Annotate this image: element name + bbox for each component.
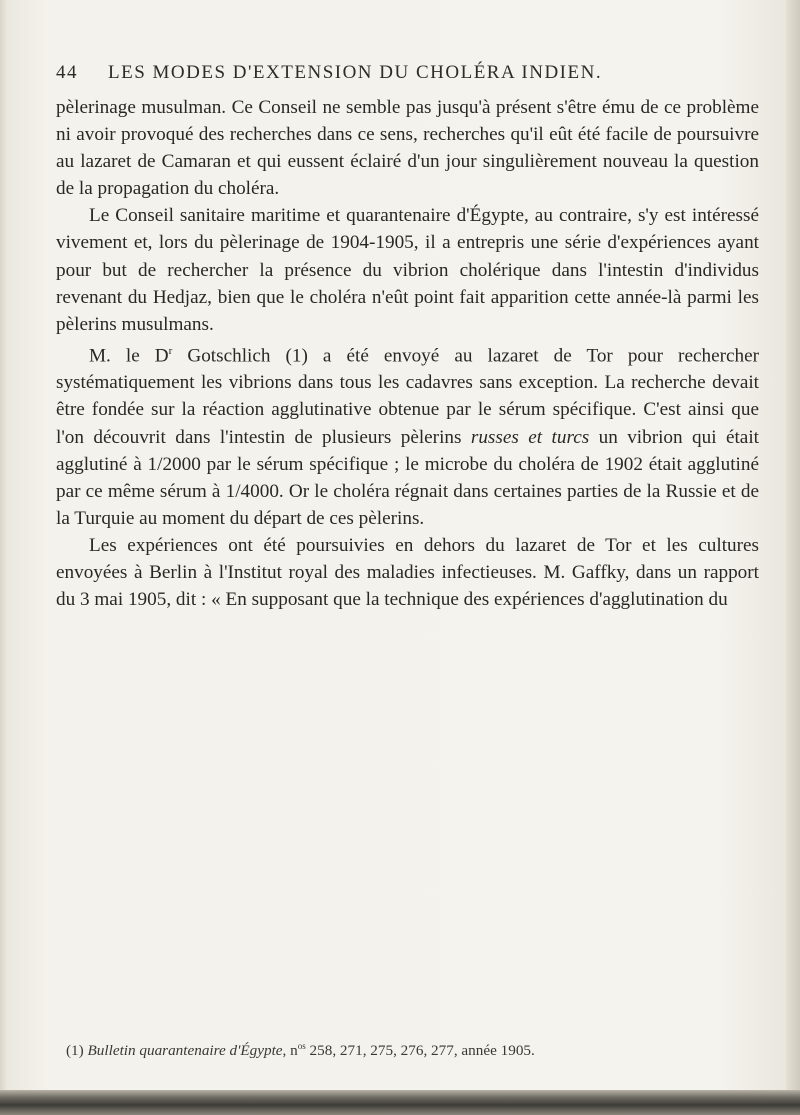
footnote-rest-b: 258, 271, 275, 276, 277, année 1905. bbox=[305, 1042, 535, 1060]
paragraph-3 bbox=[56, 338, 759, 532]
footnote-rest-a: , n bbox=[282, 1042, 298, 1060]
footnote-marker: (1) bbox=[66, 1042, 88, 1060]
footnote-italic: Bulletin quarantenaire d'Égypte bbox=[87, 1042, 283, 1060]
page-number: 44 bbox=[56, 62, 78, 83]
scan-bottom-edge bbox=[0, 1090, 800, 1115]
doctor-abbrev-sup: r bbox=[168, 344, 173, 357]
footnote-sup: os bbox=[297, 1041, 306, 1051]
paragraph-3-part-c: un vibrion qui était agglutiné à 1/2000 par le sérum spécifique ; le microbe du choléra de 1902 était agglutiné par ce même sérum à 1/4000. Or le choléra régnait dans certaines parties de la Russie et de la Turquie au moment du départ de ces pèlerins. bbox=[56, 426, 759, 529]
page-right-edge bbox=[786, 0, 800, 1115]
page-left-edge bbox=[0, 0, 8, 1115]
paragraph-2: Le Conseil sanitaire maritime et quarantenaire d'Égypte, au contraire, s'y est intéressé vivement et, lors du pèlerinage de 1904-1905, il a entrepris une série d'expériences ayant pour but de rechercher la présence du vibrion cholérique dans l'intestin d'individus revenant du Hedjaz, bien que le choléra n'eût point fait apparition cette année-là parmi les pèlerins musulmans. bbox=[56, 205, 759, 335]
running-header bbox=[56, 62, 756, 88]
paragraph-3-italic: russes et turcs bbox=[470, 426, 590, 448]
footnote-1 bbox=[56, 1036, 759, 1061]
footnotes bbox=[56, 1036, 759, 1061]
paragraph-3-part-a: M. le D bbox=[89, 345, 169, 367]
paragraph-4: Les expériences ont été poursuivies en dehors du lazaret de Tor et les cultures envoyées à Berlin à l'Institut royal des maladies infectieuses. M. Gaffky, dans un rapport du 3 mai 1905, dit : « En supposant que la technique des expériences d'agglutination du bbox=[56, 534, 759, 611]
body-text bbox=[56, 94, 759, 613]
paragraph-1: pèlerinage musulman. Ce Conseil ne semble pas jusqu'à présent s'être ému de ce problème ni avoir provoqué des recherches dans ce sens, recherches qu'il eût été facile de poursuivre au lazaret de Camaran et qui eussent éclairé d'un jour singulièrement nouveau la question de la propagation du choléra. bbox=[56, 97, 759, 200]
paragraph-3-part-b: Gotschlich (1) a été envoyé au lazaret de Tor pour rechercher systématiquement les vibrions dans tous les cadavres sans exception. La recherche devait être fondée sur la réaction agglutinative obtenue par le sérum spécifique. C'est ainsi que l'on découvrit dans l'intestin de plusieurs pèlerins bbox=[56, 345, 759, 448]
running-title: LES MODES D'EXTENSION DU CHOLÉRA INDIEN. bbox=[108, 62, 603, 83]
